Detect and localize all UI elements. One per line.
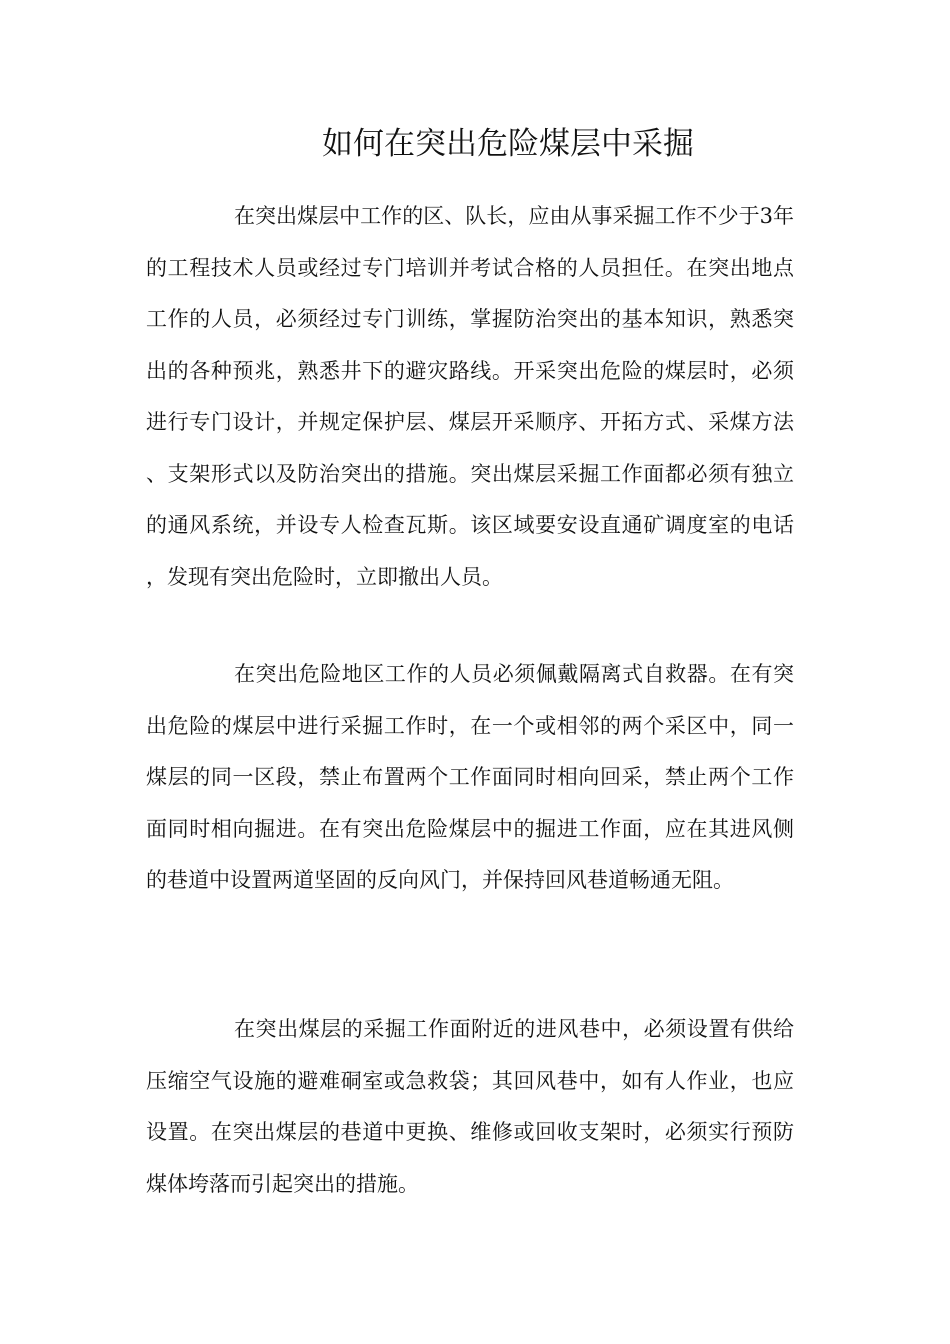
- paragraph-2: 在突出危险地区工作的人员必须佩戴隔离式自救器。在有突出危险的煤层中进行采掘工作时，在一个或相邻的两个采区中，同一煤层的同一区段，禁止布置两个工作面同时相向回采，禁止两个工作面同时相向掘进。在有突出危险煤层中的掘进工作面，应在其进风侧的巷道中设置两道坚固的反向风门，并保持回风巷道畅通无阻。: [146, 662, 794, 892]
- paragraph-1: 在突出煤层中工作的区、队长，应由从事采掘工作不少于3年的工程技术人员或经过专门培训并考试合格的人员担任。在突出地点工作的人员，必须经过专门训练，掌握防治突出的基本知识，熟悉突出的各种预兆，熟悉井下的避灾路线。开采突出危险的煤层时，必须进行专门设计，并规定保护层、煤层开采顺序、开拓方式、采煤方法、支架形式以及防治突出的措施。突出煤层采掘工作面都必须有独立的通风系统，并设专人检查瓦斯。该区域要安设直通矿调度室的电话，发现有突出危险时，立即撤出人员。: [146, 204, 794, 589]
- document-title: 如何在突出危险煤层中采掘: [322, 126, 694, 162]
- paragraph-3: 在突出煤层的采掘工作面附近的进风巷中，必须设置有供给压缩空气设施的避难硐室或急救袋；其回风巷中，如有人作业，也应设置。在突出煤层的巷道中更换、维修或回收支架时，必须实行预防煤体垮落而引起突出的措施。: [146, 1017, 794, 1196]
